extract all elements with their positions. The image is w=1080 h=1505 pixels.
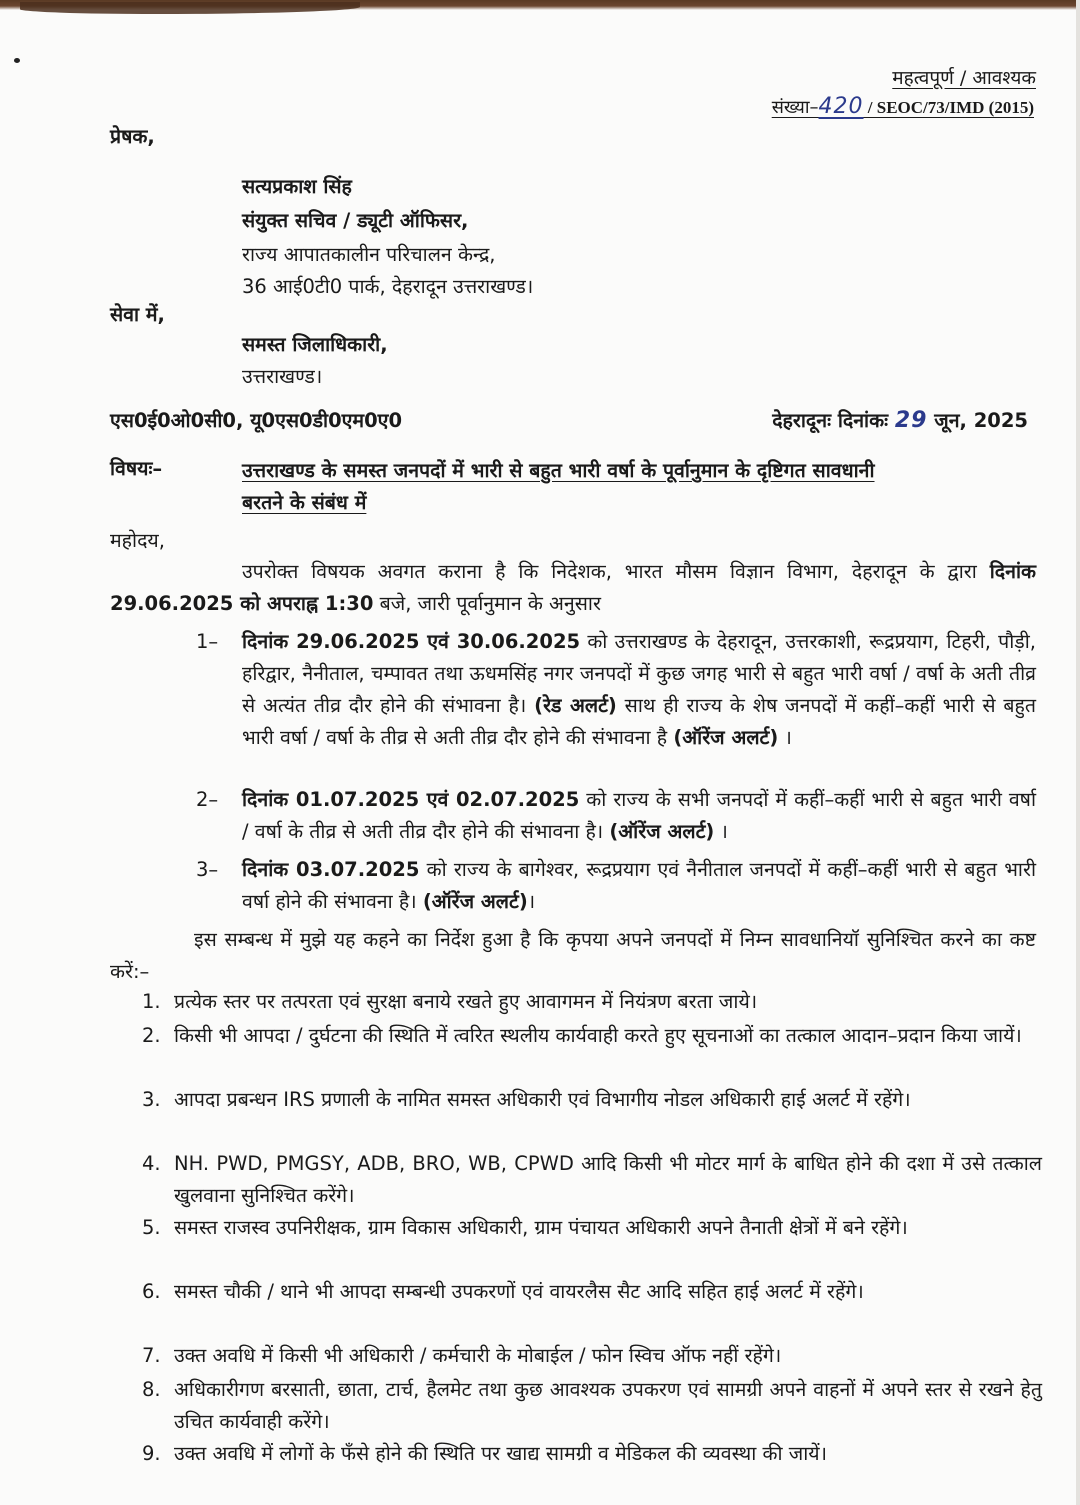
recipient-state: उत्तराखण्ड। bbox=[242, 365, 323, 388]
precaution-text: समस्त राजस्व उपनिरीक्षक, ग्राम विकास अधिकारी, ग्राम पंचायत अधिकारी अपने तैनाती क्षेत्रों में बने रहेंगे। bbox=[174, 1216, 908, 1239]
precaution-text: अधिकारीगण बरसाती, छाता, टार्च, हैलमेट तथा कुछ आवश्यक उपकरण एवं सामग्री अपने वाहनों में अपने स्तर से रखने हेतु उचित कार्यवाही करेंगे। bbox=[174, 1378, 1042, 1433]
precaution-number: 3. bbox=[142, 1088, 161, 1111]
precaution-number: 9. bbox=[142, 1442, 161, 1465]
red-alert-label: (रेड अलर्ट) bbox=[534, 694, 617, 717]
precaution-text: किसी भी आपदा / दुर्घटना की स्थिति में त्वरित स्थलीय कार्यवाही करते हुए सूचनाओं का तत्काल आदान–प्रदान किया जायें। bbox=[174, 1024, 1022, 1047]
precaution-text: समस्त चौकी / थाने भी आपदा सम्बन्धी उपकरणों एवं वायरलैस सैट आदि सहित हाई अलर्ट में रहेंगे। bbox=[174, 1280, 864, 1303]
forecast-text: को राज्य के बागेश्वर, रूद्रप्रयाग एवं नैनीताल जनपदों में कहीं–कहीं भारी से बहुत भारी वर्षा होने की संभावना है। bbox=[242, 858, 1036, 913]
intro-paragraph bbox=[110, 556, 1036, 620]
cc-line: एस0ई0ओ0सी0, यू0एस0डी0एम0ए0 bbox=[110, 409, 403, 432]
precaution-number: 6. bbox=[142, 1280, 161, 1303]
forecast-text-2: साथ ही राज्य के शेष जनपदों में कहीं–कहीं भारी से बहुत भारी वर्षा / वर्षा के तीव्र से अती तीव्र दौर होने की संभावना है bbox=[242, 694, 1036, 749]
orange-alert-label: (ऑरेंज अलर्ट) bbox=[422, 890, 528, 913]
sender-name: सत्यप्रकाश सिंह bbox=[242, 175, 352, 198]
date-line bbox=[772, 404, 1028, 437]
precaution-text: NH. PWD, PMGSY, ADB, BRO, WB, CPWD आदि किसी भी मोटर मार्ग के बाधित होने की दशा में उसे तत्काल खुलवाना सुनिश्चित करेंगे। bbox=[174, 1152, 1042, 1207]
intro-text-2: बजे, जारी पूर्वानुमान के अनुसार bbox=[373, 592, 601, 615]
date-day-handwritten: 29 bbox=[894, 408, 928, 433]
forecast-end: । bbox=[714, 820, 728, 843]
precaution-number: 8. bbox=[142, 1378, 161, 1401]
date-suffix: जून, 2025 bbox=[927, 409, 1028, 432]
ref-prefix: संख्या– bbox=[771, 97, 819, 118]
intro-text-1: उपरोक्त विषयक अवगत कराना है कि निदेशक, भारत मौसम विज्ञान विभाग, देहरादून के द्वारा bbox=[242, 560, 990, 583]
precaution-text: प्रत्येक स्तर पर तत्परता एवं सुरक्षा बनाये रखते हुए आवागमन में नियंत्रण बरता जाये। bbox=[174, 990, 758, 1013]
forecast-body bbox=[242, 784, 1036, 848]
precaution-item bbox=[142, 986, 1042, 1018]
forecast-number: 3– bbox=[196, 858, 219, 881]
precaution-number: 2. bbox=[142, 1024, 161, 1047]
subject-label: विषयः– bbox=[110, 457, 163, 480]
recipient-label: सेवा में, bbox=[110, 303, 165, 326]
recipient-name: समस्त जिलाधिकारी, bbox=[242, 333, 388, 356]
forecast-text: को उत्तराखण्ड के देहरादून, उत्तरकाशी, रूद्रप्रयाग, टिहरी, पौड़ी, हरिद्वार, नैनीताल, चम्पावत तथा ऊधमसिंह नगर जनपदों में कुछ जगह भारी से बहुत भारी वर्षा / वर्षा के अती तीव्र से अत्यंत तीव्र दौर होने की संभावना है। bbox=[242, 630, 1036, 717]
forecast-date: दिनांक 03.07.2025 bbox=[242, 858, 420, 881]
forecast-date: दिनांक 29.06.2025 एवं 30.06.2025 bbox=[242, 630, 581, 653]
forecast-body bbox=[242, 626, 1036, 754]
forecast-item bbox=[196, 784, 1036, 848]
precaution-item bbox=[142, 1020, 1042, 1052]
precaution-number: 4. bbox=[142, 1152, 161, 1175]
precaution-text: उक्त अवधि में किसी भी अधिकारी / कर्मचारी के मोबाईल / फोन स्विच ऑफ नहीं रहेंगे। bbox=[174, 1344, 782, 1367]
precaution-item bbox=[142, 1084, 1042, 1116]
sender-address: 36 आई0टी0 पार्क, देहरादून उत्तराखण्ड। bbox=[242, 275, 534, 298]
forecast-number: 1– bbox=[196, 630, 219, 653]
forecast-end: । bbox=[527, 890, 536, 913]
paper-speck bbox=[14, 58, 20, 63]
directive-paragraph: इस सम्बन्ध में मुझे यह कहने का निर्देश हुआ है कि कृपया अपने जनपदों में निम्न सावधानियॉ सुनिश्चित करने का कष्ट करें:– bbox=[110, 928, 1036, 983]
ref-suffix: / SEOC/73/IMD (2015) bbox=[863, 98, 1034, 117]
precaution-item bbox=[142, 1438, 1042, 1470]
date-prefix: देहरादूनः दिनांकः bbox=[772, 409, 895, 432]
forecast-date: दिनांक 01.07.2025 एवं 02.07.2025 bbox=[242, 788, 580, 811]
precaution-text: आपदा प्रबन्धन IRS प्रणाली के नामित समस्त अधिकारी एवं विभागीय नोडल अधिकारी हाई अलर्ट में रहेंगे। bbox=[174, 1088, 911, 1111]
subject-line-2: बरतने के संबंध में bbox=[242, 491, 367, 514]
precaution-item bbox=[142, 1212, 1042, 1244]
reference-number bbox=[772, 94, 1034, 119]
sender-label: प्रेषक, bbox=[110, 125, 155, 148]
forecast-text: को राज्य के सभी जनपदों में कहीं–कहीं भारी से बहुत भारी वर्षा / वर्षा के तीव्र से अती तीव्र दौर होने की संभावना है। bbox=[242, 788, 1037, 843]
orange-alert-label: (ऑरेंज अलर्ट) bbox=[673, 726, 779, 749]
precaution-number: 1. bbox=[142, 990, 161, 1013]
precaution-item bbox=[142, 1276, 1042, 1308]
forecast-item bbox=[196, 626, 1036, 754]
subject-line-1: उत्तराखण्ड के समस्त जनपदों में भारी से बहुत भारी वर्षा के पूर्वानुमान के दृष्टिगत सावधानी bbox=[242, 459, 875, 482]
forecast-item bbox=[196, 854, 1036, 918]
photo-top-edge bbox=[0, 0, 1080, 10]
photo-right-edge bbox=[1076, 0, 1080, 1505]
sender-designation: संयुक्त सचिव / ड्यूटी ऑफिसर, bbox=[242, 209, 469, 232]
precaution-item bbox=[142, 1148, 1042, 1212]
forecast-end: । bbox=[778, 726, 792, 749]
precaution-item bbox=[142, 1340, 1042, 1372]
forecast-number: 2– bbox=[196, 788, 219, 811]
ref-number-handwritten: 420 bbox=[818, 94, 864, 119]
precaution-text: उक्त अवधि में लोगों के फँसे होने की स्थिति पर खाद्य सामग्री व मेडिकल की व्यवस्था की जायें। bbox=[174, 1442, 827, 1465]
precaution-number: 7. bbox=[142, 1344, 161, 1367]
salutation: महोदय, bbox=[110, 529, 165, 552]
intro-bold-datetime: दिनांक 29.06.2025 को अपराह्न 1:30 bbox=[110, 560, 1036, 615]
forecast-body bbox=[242, 854, 1036, 918]
sender-office: राज्य आपातकालीन परिचालन केन्द्र, bbox=[242, 243, 496, 266]
precaution-item bbox=[142, 1374, 1042, 1438]
priority-label: महत्वपूर्ण / आवश्यक bbox=[892, 67, 1036, 89]
precaution-number: 5. bbox=[142, 1216, 161, 1239]
orange-alert-label: (ऑरेंज अलर्ट) bbox=[609, 820, 715, 843]
